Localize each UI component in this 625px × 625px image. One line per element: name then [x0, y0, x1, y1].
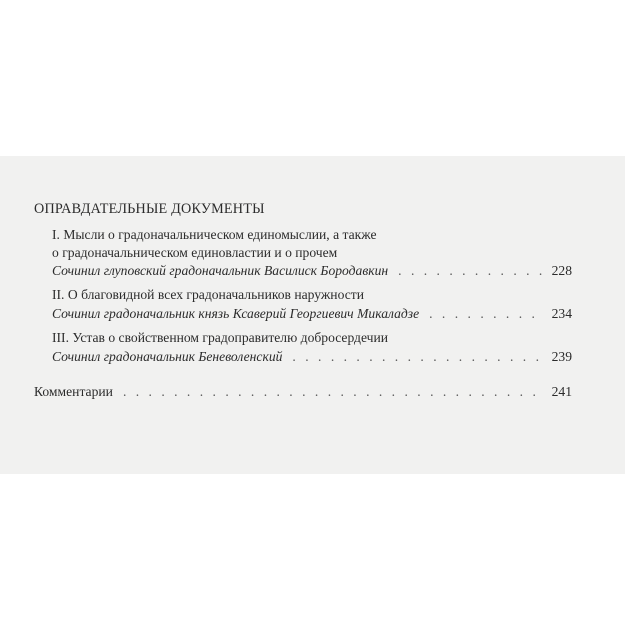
- leader-dots: [292, 349, 544, 365]
- entry-1-title-line-1: I. Мысли о градоначальническом единомыслии, а также: [52, 227, 377, 242]
- entry-2-title: II. О благовидной всех градоначальников наружности: [52, 287, 364, 302]
- entry-3-page-number: 239: [551, 349, 572, 364]
- entry-2-author: Сочинил градоначальник князь Ксаверий Георгиевич Микаладзе: [52, 306, 420, 321]
- comments-page-number: 241: [551, 384, 572, 399]
- leader-dots: [123, 384, 544, 400]
- leader-dots: [398, 263, 544, 279]
- comments-row[interactable]: [34, 384, 572, 400]
- entry-1-page-number: 228: [551, 263, 572, 278]
- comments-label: Комментарии: [34, 384, 113, 399]
- section-title: ОПРАВДАТЕЛЬНЫЕ ДОКУМЕНТЫ: [34, 201, 265, 217]
- entry-3-author: Сочинил градоначальник Беневоленский: [52, 349, 283, 364]
- entry-1-author: Сочинил глуповский градоначальник Василиск Бородавкин: [52, 263, 389, 278]
- entry-3-author-row[interactable]: [52, 349, 572, 365]
- entry-2-author-row[interactable]: [52, 306, 572, 322]
- leader-dots: [429, 306, 544, 322]
- entry-1-title-line-2: о градоначальническом единовластии и о прочем: [52, 245, 338, 260]
- entry-3-title: III. Устав о свойственном градоправителю добросердечии: [52, 330, 389, 345]
- entry-1-author-row[interactable]: [52, 263, 572, 279]
- entry-2-page-number: 234: [551, 306, 572, 321]
